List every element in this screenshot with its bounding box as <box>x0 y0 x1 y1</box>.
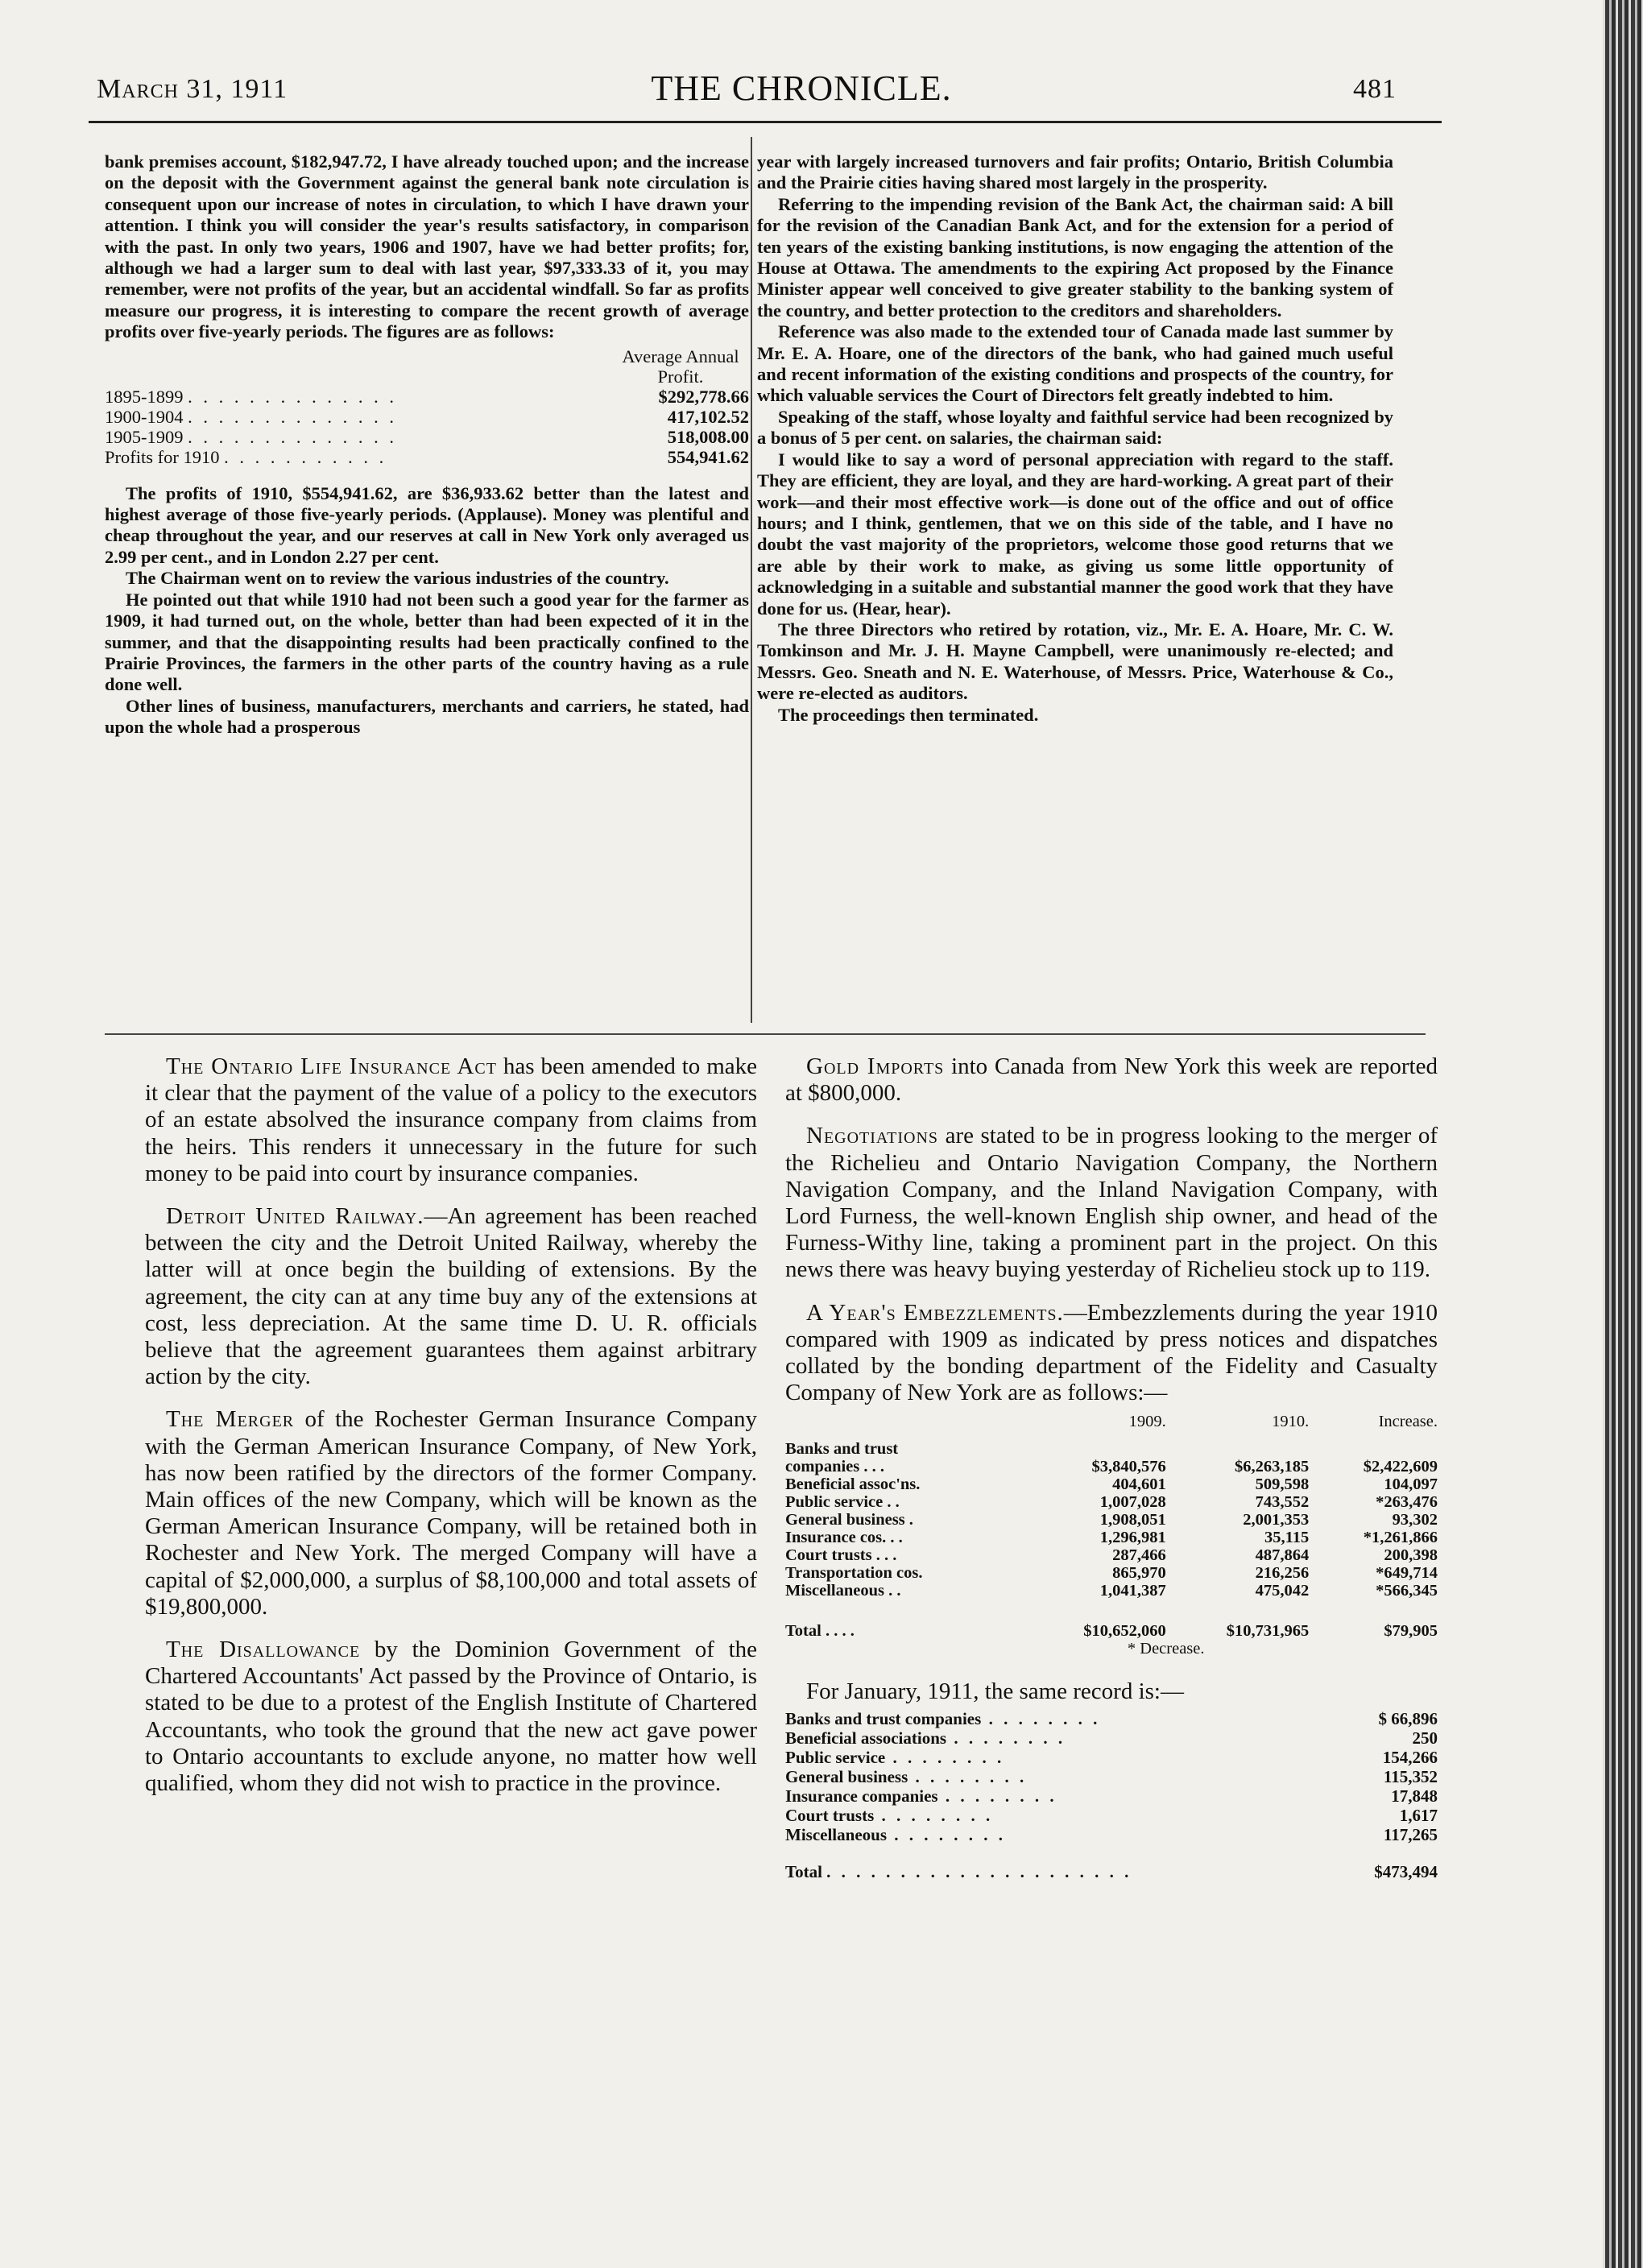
item-text: of the Rochester German Insurance Company with the German American Insurance Company, of New York, has now been ratified by the directors of the former Company. Main offices of the new Company, which will be known as the German American Insurance Company, will be retained both in Rochester and New York. The merged Company will have a capital of $2,000,000, a surplus of $8,100,000 and total assets of $19,800,000. <box>145 1406 757 1620</box>
paragraph: Reference was also made to the extended tour of Canada made last summer by Mr. E. A. Hoare, one of the directors of the bank, who had gained much useful and recent information of the existing conditions and prospects of the country, for which valuable services the Court of Directors felt greatly indebted to him. <box>757 321 1393 406</box>
value-1910: 35,115 <box>1264 1529 1310 1547</box>
row-label: Insurance companies <box>785 1786 938 1806</box>
profit-value: 518,008.00 <box>667 426 749 447</box>
row-label: Beneficial associations <box>785 1728 947 1748</box>
item-lead: Gold Imports <box>806 1053 945 1079</box>
paragraph: Referring to the impending revision of the Bank Act, the chairman said: A bill for the revision of the Canadian Bank Act, and for the extension for a period of ten years of the existing banking institutions, is now engaging the attention of the House at Ottawa. The amendments to the expiring Act proposed by the Finance Minister appear well conceived to give greater stability to the banking system of the country, and better protection to the creditors and shareholders. <box>757 193 1393 321</box>
value-1910: 2,001,353 <box>1243 1511 1310 1529</box>
column-divider <box>751 137 752 1023</box>
paragraph: The Chairman went on to review the various industries of the country. <box>126 568 669 589</box>
period-label: 1895-1899 <box>105 386 184 407</box>
row-label: Total . . . . <box>785 1622 855 1641</box>
row-value: 154,266 <box>1382 1747 1438 1767</box>
item-text: by the Dominion Government of the Chartered Accountants' Act passed by the Province of Ontario, is stated to be due to a protest of the English Institute of Chartered Accountants, who took the ground that the new act gave power to Ontario accountants to exclude anyone, no matter how well qualified, whom they did not wish to practice in the province. <box>145 1637 757 1797</box>
page-number: 481 <box>1353 74 1397 104</box>
table-row <box>785 1440 1438 1458</box>
value-increase: *1,261,866 <box>1363 1529 1438 1547</box>
table-row: 1895-1899 . . . . . . . . . . . . . . $292,778.66 <box>105 386 749 407</box>
row-label: Public service . . <box>785 1493 900 1512</box>
value-1909: 1,296,981 <box>1099 1529 1166 1547</box>
paragraph: The three Directors who retired by rotation, viz., Mr. E. A. Hoare, Mr. C. W. Tomkinson and Mr. J. H. Mayne Campbell, were unanimously re-elected; and Messrs. Geo. Sneath and N. E. Waterhouse, of Messrs. Price, Waterhouse & Co., were re-elected as auditors. <box>757 619 1393 704</box>
row-label: Banks and trust <box>785 1440 899 1459</box>
news-item-embezzlements <box>785 1300 1438 1407</box>
table-row: Public service . . . . . . . . 154,266 <box>785 1747 1438 1767</box>
january-record-table <box>785 1709 1438 1881</box>
column-header: Increase. <box>1378 1413 1438 1431</box>
value-1909: $10,652,060 <box>1083 1622 1166 1641</box>
row-value: $ 66,896 <box>1378 1708 1438 1728</box>
row-value: $473,494 <box>1374 1861 1438 1881</box>
value-1909: 865,970 <box>1112 1564 1166 1583</box>
item-lead: The Disallowance <box>166 1637 361 1663</box>
item-text: —Embezzlements during the year 1910 compared with 1909 as indicated by press notices and dispatches collated by the bonding department of the Fidelity and Casualty Company of New York are as follows:— <box>785 1299 1438 1406</box>
news-item-negotiations <box>785 1123 1438 1283</box>
news-item-disallowance <box>145 1637 757 1797</box>
period-label: Profits for 1910 <box>105 446 220 467</box>
value-1910: 475,042 <box>1255 1582 1310 1600</box>
book-binding <box>1603 0 1643 2268</box>
row-value: 117,265 <box>1383 1824 1438 1844</box>
period-label: 1900-1904 <box>105 406 184 427</box>
row-label: General business . <box>785 1511 913 1529</box>
table-row: General business . . . . . . . . 115,352 <box>785 1766 1438 1786</box>
item-lead: The Merger <box>166 1406 295 1433</box>
value-1910: 487,864 <box>1255 1546 1310 1565</box>
table-row <box>785 1475 1438 1493</box>
table-row <box>785 1546 1438 1564</box>
value-1910: $6,263,185 <box>1234 1458 1310 1476</box>
row-label: Transportation cos. <box>785 1564 923 1583</box>
table-row: 1900-1904 . . . . . . . . . . . . . . 417,102.52 <box>105 406 749 427</box>
value-increase <box>1309 1440 1438 1458</box>
item-text: into Canada from New York this week are reported at $800,000. <box>785 1053 1438 1107</box>
decrease-footnote: * Decrease. <box>1127 1640 1205 1658</box>
header-rule <box>89 121 1442 123</box>
row-label: Total <box>785 1861 822 1881</box>
section-divider <box>105 1033 1426 1035</box>
row-label: Miscellaneous <box>785 1824 887 1844</box>
table-row <box>785 1458 1438 1475</box>
table-row <box>785 1529 1438 1546</box>
table-row <box>785 1564 1438 1582</box>
chairman-address-column-right <box>757 151 1393 726</box>
paragraph: The proceedings then terminated. <box>778 704 1039 725</box>
value-1910: 216,256 <box>1255 1564 1310 1583</box>
item-lead: A Year's Embezzlements. <box>806 1299 1064 1326</box>
value-1910 <box>1166 1440 1310 1458</box>
item-lead: Negotiations <box>806 1123 939 1149</box>
row-label: Public service <box>785 1747 886 1767</box>
value-1909: 1,007,028 <box>1099 1493 1166 1512</box>
row-value: 115,352 <box>1383 1766 1438 1786</box>
table-row: Profits for 1910 . . . . . . . . . . . 554,941.62 <box>105 446 749 467</box>
row-label: General business <box>785 1766 908 1786</box>
average-profit-table <box>105 346 749 467</box>
issue-date: March 31, 1911 <box>97 74 288 104</box>
table-row: Banks and trust companies . . . . . . . . $ 66,896 <box>785 1708 1438 1728</box>
embezzlements-table <box>785 1413 1438 1658</box>
row-label: Court trusts <box>785 1805 875 1825</box>
row-value: 17,848 <box>1391 1786 1438 1806</box>
table-row: Court trusts . . . . . . . . 1,617 <box>785 1805 1438 1825</box>
value-1909: 404,601 <box>1112 1475 1166 1494</box>
row-value: 250 <box>1412 1728 1438 1748</box>
value-1909: 1,908,051 <box>1099 1511 1166 1529</box>
chairman-address-column-left <box>105 151 749 739</box>
publication-title: THE CHRONICLE. <box>651 68 952 108</box>
item-text: —An agreement has been reached between the city and the Detroit United Railway, whereby the latter will at once begin the building of extensions. By the agreement, the city can at any time buy any of the extensions at cost, less depreciation. At the same time D. U. R. officials believe that the agreement guarantees them against arbitrary action by the city. <box>145 1203 757 1390</box>
value-1909 <box>1023 1440 1166 1458</box>
item-lead: The Ontario Life Insurance Act <box>166 1053 497 1079</box>
total-row: Total . . . . . . . . . . . . . . . . . . . . . $473,494 <box>785 1844 1438 1881</box>
paragraph: The profits of 1910, $554,941.62, are $36,933.62 better than the latest and highest average of those five-yearly periods. (Applause). Money was plentiful and cheap throughout the year, and our reserves at call in New York only averaged us 2.99 per cent., and in London 2.27 per cent. <box>105 482 749 567</box>
table-row: Beneficial associations . . . . . . . . 250 <box>785 1728 1438 1748</box>
profit-column-header: Average Annual Profit. <box>622 346 739 387</box>
news-item-merger <box>145 1406 757 1620</box>
column-header: 1910. <box>1272 1413 1310 1431</box>
table-row: Miscellaneous . . . . . . . . 117,265 <box>785 1824 1438 1844</box>
value-increase: *566,345 <box>1376 1582 1438 1600</box>
paragraph: bank premises account, $182,947.72, I have already touched upon; and the increase on the deposit with the Government against the general bank note circulation is consequent upon our increase of notes in circulation, to which I have drawn your attention. I think you will consider the year's results satisfactory, in comparison with the past. In only two years, 1906 and 1907, have we had better profits; for, although we had a larger sum to deal with last year, $97,333.33 of it, you may remember, were not profits of the year, but an accidental windfall. So far as profits measure our progress, it is interesting to compare the recent growth of average profits over five-yearly periods. The figures are as follows: <box>105 151 749 342</box>
paragraph: I would like to say a word of personal appreciation with regard to the staff. They are efficient, they are loyal, and they are hard-working. A great part of their work—and their most effective work—is done out of the office and out of office hours; and I think, gentlemen, that we on this side of the table, and I have no doubt the vast majority of the proprietors, welcome those good returns that we are able by their work to make, as giving us some little opportunity of acknowledging in a suitable and substantial manner the good work that they have done for us. (Hear, hear). <box>757 449 1393 619</box>
paragraph: Other lines of business, manufacturers, merchants and carriers, he stated, had upon the whole had a prosperous <box>105 695 749 738</box>
news-items-column-left <box>145 1053 757 1813</box>
value-increase: $2,422,609 <box>1363 1458 1438 1476</box>
paragraph: Speaking of the staff, whose loyalty and faithful service had been recognized by a bonus of 5 per cent. on salaries, the chairman said: <box>757 406 1393 449</box>
news-items-column-right <box>785 1053 1438 1881</box>
value-increase: 200,398 <box>1384 1546 1438 1565</box>
item-text: has been amended to make it clear that the payment of the value of a policy to the executors of an estate absolved the insurance company from claims from the heirs. This renders it unnecessary in the future for such money to be paid into court by insurance companies. <box>145 1053 758 1186</box>
row-label: companies . . . <box>785 1458 884 1476</box>
value-increase: $79,905 <box>1384 1622 1438 1641</box>
paragraph: year with largely increased turnovers and fair profits; Ontario, British Columbia and the Prairie cities having shared most largely in the prosperity. <box>757 151 1393 193</box>
row-label: Court trusts . . . <box>785 1546 897 1565</box>
news-item-detroit-united-railway <box>145 1203 757 1390</box>
paragraph: He pointed out that while 1910 had not been such a good year for the farmer as 1909, it had turned out, on the whole, better than had been expected of it in the summer, and that the disappointing results had been practically confined to the Prairie Provinces, the farmers in the other parts of the country having as a rule done well. <box>105 589 749 695</box>
total-row <box>785 1600 1438 1640</box>
table-row: Insurance companies . . . . . . . . 17,848 <box>785 1786 1438 1806</box>
row-label: Insurance cos. . . <box>785 1529 903 1547</box>
item-lead: Detroit United Railway. <box>166 1203 424 1230</box>
value-1909: $3,840,576 <box>1091 1458 1166 1476</box>
value-increase: 104,097 <box>1384 1475 1438 1494</box>
profit-value: 417,102.52 <box>667 406 749 427</box>
news-item-ontario-life-insurance <box>145 1053 757 1187</box>
row-label: Miscellaneous . . <box>785 1582 901 1600</box>
value-1910: 743,552 <box>1255 1493 1310 1512</box>
row-label: Beneficial assoc'ns. <box>785 1475 921 1494</box>
value-1909: 287,466 <box>1112 1546 1166 1565</box>
value-increase: *649,714 <box>1376 1564 1438 1583</box>
item-text: are stated to be in progress looking to the merger of the Richelieu and Ontario Navigation Company, the Northern Navigation Company, and the Inland Navigation Company, with Lord Furness, the well-known English ship owner, and head of the Furness-Withy line, taking a prominent part in the project. On this news there was heavy buying yesterday of Richelieu stock up to 119. <box>785 1123 1438 1283</box>
news-item-gold-imports <box>785 1053 1438 1107</box>
period-label: 1905-1909 <box>105 426 184 447</box>
profit-value: $292,778.66 <box>658 386 749 407</box>
value-1910: 509,598 <box>1255 1475 1310 1494</box>
table-row <box>785 1511 1438 1529</box>
column-header: 1909. <box>1128 1413 1166 1431</box>
row-label: Banks and trust companies <box>785 1708 982 1728</box>
table-row <box>785 1493 1438 1511</box>
value-1909: 1,041,387 <box>1099 1582 1166 1600</box>
table-row <box>785 1582 1438 1600</box>
value-1910: $10,731,965 <box>1226 1622 1310 1641</box>
value-increase: *263,476 <box>1376 1493 1438 1512</box>
row-value: 1,617 <box>1399 1805 1438 1825</box>
table-row: 1905-1909 . . . . . . . . . . . . . . 518,008.00 <box>105 426 749 447</box>
january-intro: For January, 1911, the same record is:— <box>806 1678 1184 1705</box>
value-increase: 93,302 <box>1392 1511 1438 1529</box>
profit-value: 554,941.62 <box>667 446 749 467</box>
